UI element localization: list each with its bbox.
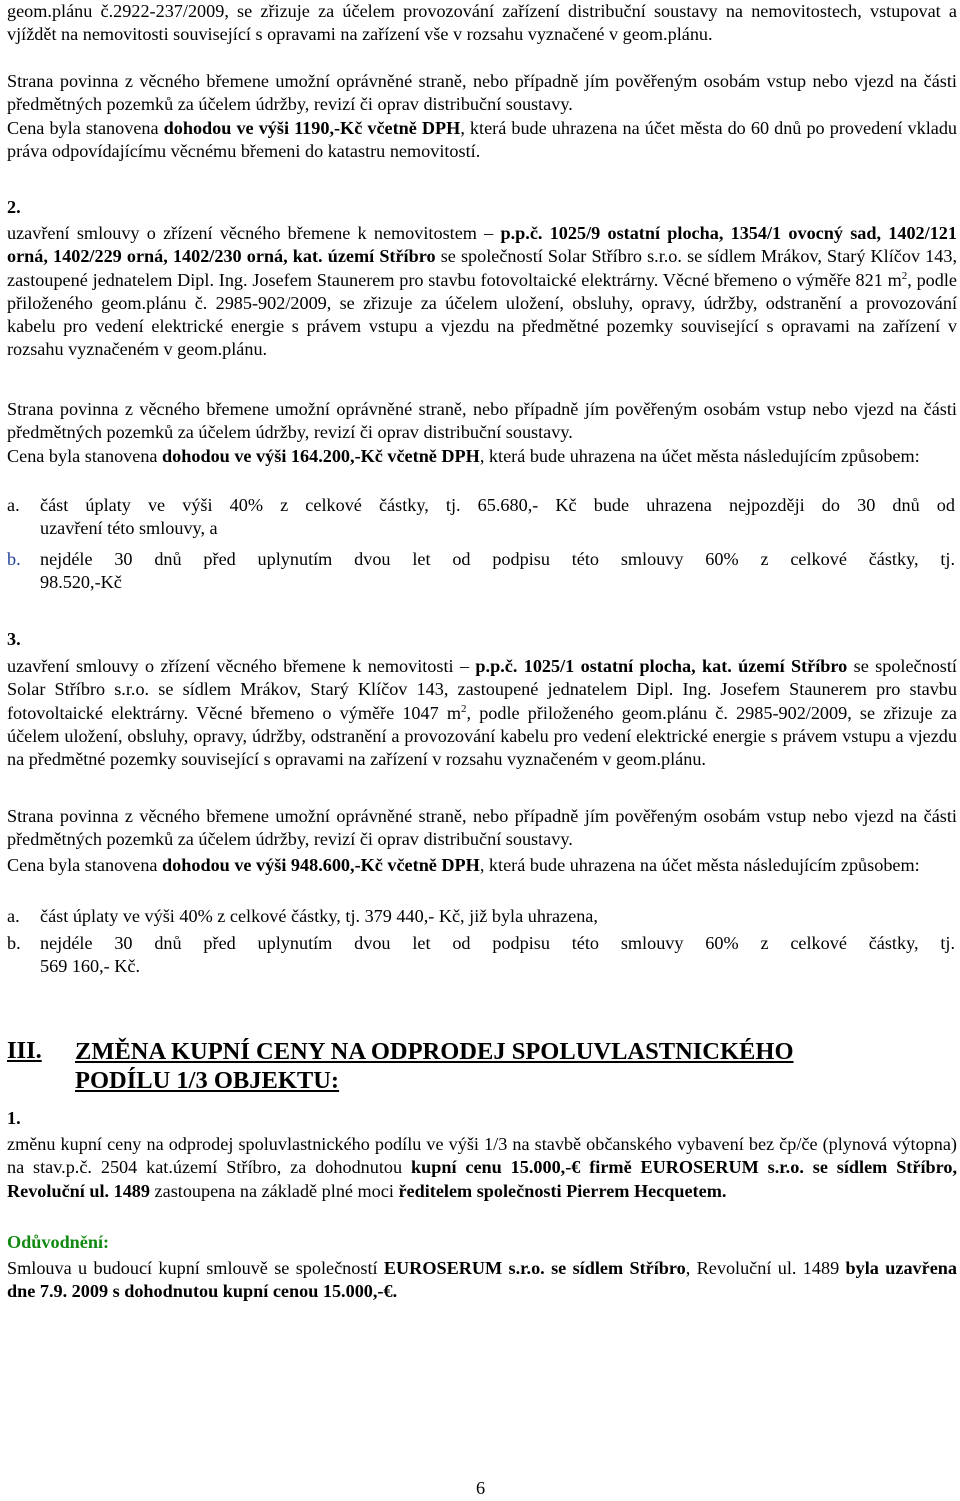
paragraph-price-1: Cena byla stanovena dohodou ve výši 1190,-Kč včetně DPH, která bude uhrazena na účet města do 60 dnů po provedení vkladu práva odpovídajícímu věcnému břemeni do katastru nemovitostí. bbox=[7, 118, 958, 162]
justification-paragraph: Smlouva u budoucí kupní smlouvě se společností EUROSERUM s.r.o. se sídlem Stříbro, Revoluční ul. 1489 byla uzavřena dne 7.9. 2009 s dohodnutou kupní cenou 15.000,-€. bbox=[7, 1258, 957, 1302]
section-3-list-item-b: b. nejdéle 30 dnů před uplynutím dvou let od podpisu této smlouvy 60% z celkové částky, tj. 569 160,- Kč. bbox=[7, 933, 955, 977]
section-III-price-change-paragraph: změnu kupní ceny na odprodej spoluvlastnického podílu ve výši 1/3 na stavbě občanského vybavení bez čp/če (plynová výtopna) na stav.p.č. 2504 kat.území Stříbro, za dohodnutou kupní cenu 15.000,-€ firmě EUROSERUM s.r.o. se sídlem Stříbro, Revoluční ul. 1489 zastoupena na základě plné moci ředitelem společnosti Pierrem Hecquetem. bbox=[7, 1134, 957, 1201]
section-3-number: 3. bbox=[7, 629, 21, 649]
list-marker-b: b. bbox=[7, 549, 21, 569]
section-2-parcels: p.p.č. 1025/9 ostatní plocha, 1354/1 ovocný sad, 1402/121 orná, 1402/229 orná, 1402/230 orná, kat. území Stříbro bbox=[7, 223, 957, 267]
section-3-parcel: p.p.č. 1025/1 ostatní plocha, kat. území Stříbro bbox=[475, 656, 848, 676]
section-3-access-right: Strana povinna z věcného břemene umožní oprávněné straně, nebo případně jím pověřeným osobám vstup nebo vjezd na části předmětných pozemků za účelem údržby, revizí či oprav distribuční soustavy. bbox=[7, 806, 957, 850]
section-2-price-amount: dohodou ve výši 164.200,-Kč včetně DPH bbox=[162, 446, 480, 466]
paragraph-easement-intro: geom.plánu č.2922-237/2009, se zřizuje za účelem provozování zařízení distribuční soustavy na nemovitostech, vstupovat a vjíždět na nemovitosti související s opravami na zařízení vše v rozsahu vyznačené v geom.plánu. bbox=[7, 1, 957, 45]
section-III-director: ředitelem společnosti Pierrem Hecquetem. bbox=[398, 1180, 727, 1201]
section-3-area-superscript: 2 bbox=[461, 702, 467, 715]
section-2-price-paragraph: Cena byla stanovena dohodou ve výši 164.200,-Kč včetně DPH, která bude uhrazena na účet města následujícím způsobem: bbox=[7, 446, 920, 466]
page-number: 6 bbox=[476, 1478, 486, 1498]
section-2-contract-paragraph: uzavření smlouvy o zřízení věcného břemene k nemovitostem – p.p.č. 1025/9 ostatní plocha, 1354/1 ovocný sad, 1402/121 orná, 1402/229 orná, 1402/230 orná, kat. území Stříbro se společností Solar Stříbro s.r.o. se sídlem Mrákov, Starý Klíčov 143, zastoupené jednatelem Dipl. Ing. Josefem Staunerem pro stavbu fotovoltaické elektrárny. Věcné břemeno o výměře 821 $m^2$, podle přiloženého geom.plánu č. 2985-902/2009, se zřizuje za účelem uložení, obsluhy, opravy, údržby, odstranění a provozování kabelu pro vedení elektrické energie s právem vstupu a vjezdu na předmětné pozemky související s opravami na zařízení v rozsahu vyznačeném v geom.plánu. bbox=[7, 223, 958, 360]
section-3-price-paragraph: Cena byla stanovena dohodou ve výši 948.600,-Kč včetně DPH, která bude uhrazena na účet města následujícím způsobem: bbox=[7, 855, 920, 875]
section-3-list-item-a: a. část úplaty ve výši 40% z celkové částky, tj. 379 440,- Kč, již byla uhrazena, bbox=[7, 905, 957, 928]
list-marker-b: b. bbox=[7, 933, 21, 953]
section-III-purchase-price: kupní cenu 15.000,-€ firmě EUROSERUM s.r.o. se sídlem Stříbro, Revoluční ul. 1489 bbox=[7, 1157, 957, 1201]
price-amount-1: dohodou ve výši 1190,-Kč včetně DPH bbox=[163, 118, 461, 138]
section-III-title: ZMĚNA KUPNÍ CENY NA ODPRODEJ SPOLUVLASTNICKÉHO PODÍLU 1/3 OBJEKTU: bbox=[75, 1038, 794, 1094]
section-III-number: III. bbox=[7, 1037, 42, 1064]
section-III-1-number: 1. bbox=[7, 1108, 21, 1128]
justification-label: Odůvodnění: bbox=[7, 1232, 110, 1252]
section-3-price-amount: dohodou ve výši 948.600,-Kč včetně DPH bbox=[162, 855, 480, 875]
section-2-list-item-a: a. část úplaty ve výši 40% z celkové částky, tj. 65.680,- Kč bude uhrazena nejpozději do 30 dnů od uzavření této smlouvy, a bbox=[7, 495, 955, 539]
section-2-area-superscript: 2 bbox=[901, 269, 908, 282]
list-marker-a: a. bbox=[7, 495, 20, 515]
list-marker-a: a. bbox=[7, 906, 20, 926]
section-3-contract-paragraph: uzavření smlouvy o zřízení věcného břemene k nemovitosti – p.p.č. 1025/1 ostatní plocha, kat. území Stříbro se společností Solar Stříbro s.r.o. se sídlem Mrákov, Starý Klíčov 143, zastoupené jednatelem Dipl. Ing. Josefem Staunerem pro stavbu fotovoltaické elektrárny. Věcné břemeno o výměře 1047 $m^2$, podle přiloženého geom.plánu č. 2985-902/2009, se zřizuje za účelem uložení, obsluhy, opravy, údržby, odstranění a provozování kabelu pro vedení elektrické energie s právem vstupu a vjezdu na předmětné pozemky související s opravami na zařízení v rozsahu vyznačeném v geom.plánu. bbox=[7, 656, 957, 770]
paragraph-access-right: Strana povinna z věcného břemene umožní oprávněné straně, nebo případně jím pověřeným osobám vstup nebo vjezd na části předmětných pozemků za účelem údržby, revizí či oprav distribuční soustavy. bbox=[7, 71, 957, 115]
section-2-access-right: Strana povinna z věcného břemene umožní oprávněné straně, nebo případně jím pověřeným osobám vstup nebo vjezd na části předmětných pozemků za účelem údržby, revizí či oprav distribuční soustavy. bbox=[7, 399, 957, 443]
section-2-number: 2. bbox=[7, 197, 21, 217]
section-2-list-item-b: b. nejdéle 30 dnů před uplynutím dvou let od podpisu této smlouvy 60% z celkové částky, tj. 98.520,-Kč bbox=[7, 549, 955, 593]
